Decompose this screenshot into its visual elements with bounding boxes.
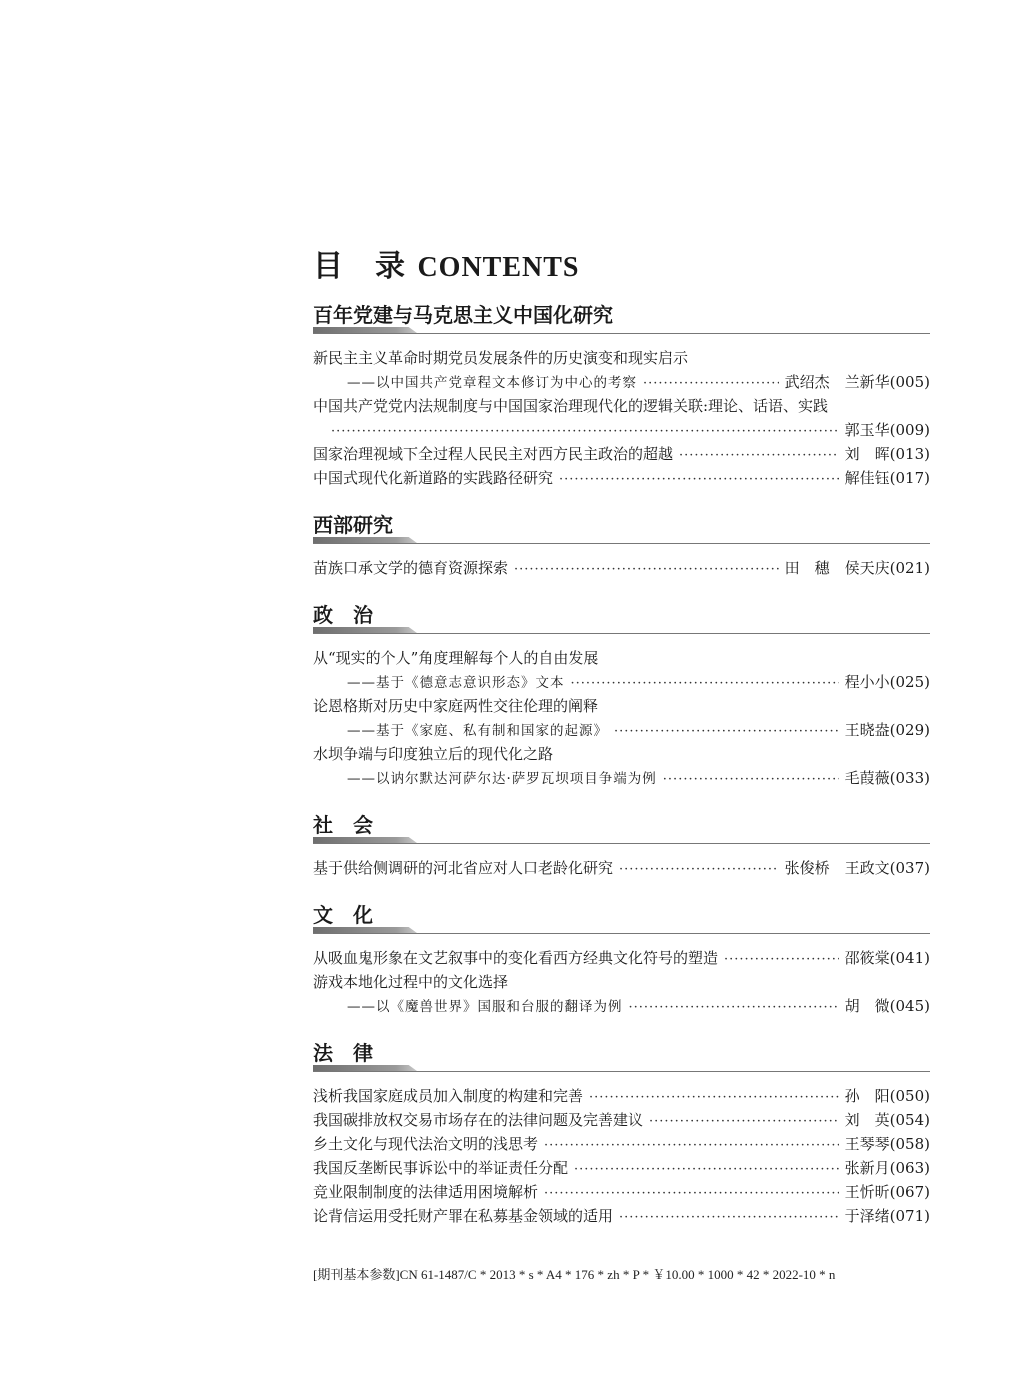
toc-entry[interactable] [313, 1156, 930, 1180]
entry-title: 论恩格斯对历史中家庭两性交往伦理的阐释 [313, 697, 599, 715]
section-title: 社 会 [313, 813, 373, 837]
entry-title: ——以《魔兽世界》国服和台服的翻译为例 [347, 999, 623, 1015]
leader-dots [514, 558, 779, 582]
toc-entry[interactable] [313, 370, 930, 394]
entry-title: 我国反垄断民事诉讼中的举证责任分配 [313, 1159, 569, 1177]
section-entries [313, 844, 930, 880]
entry-author-page: 毛葭薇(033) [844, 769, 930, 787]
section-gap [313, 880, 930, 900]
leader-dots [724, 948, 839, 972]
contents-section [313, 510, 930, 580]
toc-entry[interactable] [313, 646, 930, 670]
leader-dots [614, 720, 839, 744]
entry-title: 水坝争端与印度独立后的现代化之路 [313, 745, 554, 763]
entry-title: 新民主主义革命时期党员发展条件的历史演变和现实启示 [313, 349, 689, 367]
entry-title: ——基于《家庭、私有制和国家的起源》 [347, 723, 608, 739]
section-divider [313, 633, 930, 634]
entry-author-page: 邵筱棠(041) [844, 949, 930, 967]
entry-title: ——基于《德意志意识形态》文本 [347, 675, 565, 691]
toc-entry[interactable] [313, 1180, 930, 1204]
section-title: 法 律 [313, 1041, 373, 1065]
toc-entry[interactable] [313, 442, 930, 466]
entry-title: 乡土文化与现代法治文明的浅思考 [313, 1135, 539, 1153]
entry-title: 从吸血鬼形象在文艺叙事中的变化看西方经典文化符号的塑造 [313, 949, 719, 967]
section-divider [313, 1071, 930, 1072]
toc-entry[interactable] [313, 946, 930, 970]
leader-dots [643, 372, 779, 396]
entry-title: 中国共产党党内法规制度与中国国家治理现代化的逻辑关联:理论、话语、实践 [313, 397, 829, 415]
section-entries [313, 544, 930, 580]
toc-entry[interactable] [313, 1108, 930, 1132]
section-header [313, 510, 930, 544]
entry-author-page: 程小小(025) [844, 673, 930, 691]
toc-entry[interactable] [313, 556, 930, 580]
leader-dots [574, 1158, 839, 1182]
section-header [313, 300, 930, 334]
section-divider [313, 333, 930, 334]
toc-entry[interactable] [313, 466, 930, 490]
entry-author-page: 胡 微(045) [844, 997, 930, 1015]
section-title: 西部研究 [313, 513, 393, 537]
entry-author-page: 于泽绪(071) [844, 1207, 930, 1225]
section-header [313, 600, 930, 634]
toc-entry[interactable] [313, 1204, 930, 1228]
leader-dots [331, 420, 839, 444]
toc-entry[interactable] [313, 694, 930, 718]
entry-title: 论背信运用受托财产罪在私募基金领域的适用 [313, 1207, 614, 1225]
section-divider [313, 843, 930, 844]
section-divider [313, 933, 930, 934]
leader-dots [629, 996, 839, 1020]
entry-title: ——以讷尔默达河萨尔达·萨罗瓦坝项目争端为例 [347, 771, 657, 787]
leader-dots [663, 768, 839, 792]
toc-entry[interactable] [313, 1132, 930, 1156]
section-gap [313, 490, 930, 510]
entry-author-page: 解佳钰(017) [844, 469, 930, 487]
toc-entry[interactable] [313, 970, 930, 994]
leader-dots [559, 468, 839, 492]
contents-title-cn: 目 录 [313, 249, 406, 284]
contents-page [313, 246, 930, 1228]
toc-entry[interactable] [313, 766, 930, 790]
section-title: 百年党建与马克思主义中国化研究 [313, 303, 613, 327]
entry-title: 竞业限制制度的法律适用困境解析 [313, 1183, 539, 1201]
toc-entry[interactable] [313, 742, 930, 766]
toc-entry[interactable] [313, 394, 930, 418]
toc-entry[interactable] [313, 346, 930, 370]
entry-author-page: 郭玉华(009) [844, 421, 930, 439]
section-entries [313, 334, 930, 490]
section-entries [313, 634, 930, 790]
contents-section [313, 900, 930, 1018]
section-gap [313, 1018, 930, 1038]
leader-dots [619, 1206, 839, 1230]
entry-title: 国家治理视域下全过程人民民主对西方民主政治的超越 [313, 445, 674, 463]
entry-author-page: 田 穗 侯天庆(021) [784, 559, 930, 577]
section-title: 政 治 [313, 603, 373, 627]
section-entries [313, 934, 930, 1018]
entry-title: 中国式现代化新道路的实践路径研究 [313, 469, 554, 487]
entry-author-page: 孙 阳(050) [844, 1087, 930, 1105]
section-gap [313, 790, 930, 810]
entry-author-page: 王琴琴(058) [844, 1135, 930, 1153]
journal-parameters: [期刊基本参数]CN 61-1487/C * 2013 * s * A4 * 176 * zh * P * ￥10.00 * 1000 * 42 * 2022-10 * n [313, 1267, 836, 1282]
section-divider [313, 543, 930, 544]
entry-author-page: 武绍杰 兰新华(005) [784, 373, 930, 391]
section-header [313, 1038, 930, 1072]
contents-section [313, 1038, 930, 1228]
entry-title: 游戏本地化过程中的文化选择 [313, 973, 509, 991]
toc-entry[interactable] [313, 994, 930, 1018]
contents-sections [313, 300, 930, 1228]
entry-author-page: 张俊桥 王政文(037) [784, 859, 930, 877]
entry-author-page: 王晓盎(029) [844, 721, 930, 739]
leader-dots [571, 672, 839, 696]
leader-dots [589, 1086, 839, 1110]
contents-title-en: CONTENTS [417, 252, 580, 283]
entry-title: 我国碳排放权交易市场存在的法律问题及完善建议 [313, 1111, 644, 1129]
leader-dots [649, 1110, 839, 1134]
section-gap [313, 580, 930, 600]
entry-title: 苗族口承文学的德育资源探索 [313, 559, 509, 577]
toc-entry[interactable] [313, 856, 930, 880]
section-entries [313, 1072, 930, 1228]
entry-title: 浅析我国家庭成员加入制度的构建和完善 [313, 1087, 584, 1105]
entry-author-page: 张新月(063) [844, 1159, 930, 1177]
entry-author-page: 刘 晖(013) [844, 445, 930, 463]
leader-dots [544, 1182, 839, 1206]
leader-dots [544, 1134, 839, 1158]
section-header [313, 810, 930, 844]
entry-author-page: 刘 英(054) [844, 1111, 930, 1129]
entry-title: 从“现实的个人”角度理解每个人的自由发展 [313, 649, 599, 667]
entry-author-page: 王忻昕(067) [844, 1183, 930, 1201]
toc-entry[interactable] [313, 670, 930, 694]
toc-entry[interactable] [313, 718, 930, 742]
entry-title: ——以中国共产党章程文本修订为中心的考察 [347, 375, 637, 391]
contents-title [313, 246, 930, 288]
leader-dots [619, 858, 779, 882]
section-title: 文 化 [313, 903, 373, 927]
contents-section [313, 600, 930, 790]
entry-title: 基于供给侧调研的河北省应对人口老龄化研究 [313, 859, 614, 877]
leader-dots [679, 444, 839, 468]
contents-section [313, 810, 930, 880]
toc-entry[interactable] [313, 418, 930, 442]
toc-entry[interactable] [313, 1084, 930, 1108]
section-header [313, 900, 930, 934]
contents-section [313, 300, 930, 490]
